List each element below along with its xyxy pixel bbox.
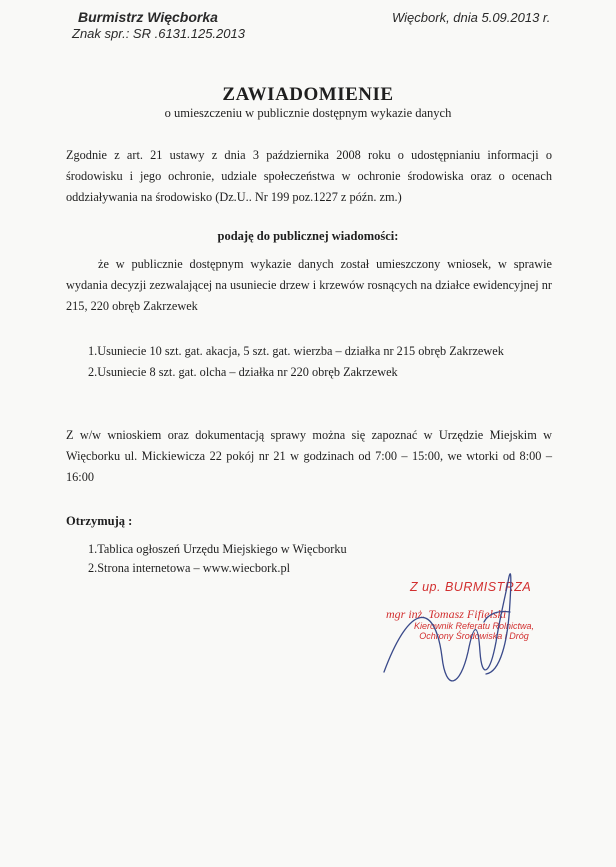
reference-number: Znak spr.: SR .6131.125.2013	[72, 26, 245, 41]
recipients-label: Otrzymują :	[66, 514, 133, 528]
list-item: 2.Strona internetowa – www.wiecbork.pl	[88, 561, 291, 575]
stamp-authority: Z up. BURMISTRZA	[410, 580, 532, 594]
list-item: 1.Usuniecie 10 szt. gat. akacja, 5 szt. gat. wierzba – działka nr 215 obręb Zakrzewek	[88, 344, 504, 358]
removal-list	[88, 341, 548, 383]
list-item: 2.Usuniecie 8 szt. gat. olcha – działka nr 220 obręb Zakrzewek	[88, 365, 398, 379]
announcement-lead: podaję do publicznej wiadomości:	[217, 229, 399, 243]
official-stamp	[380, 562, 570, 712]
application-paragraph: że w publicznie dostępnym wykazie danych został umieszczony wniosek, w sprawie wydania decyzji zezwalającej na usuniecie drzew i krzewów rosnących na działce ewidencyjnej nr 215, 220 obręb Zakrzewek	[66, 257, 552, 313]
stamp-officer-name: mgr inż. Tomasz Fifielski	[386, 607, 507, 621]
place-date: Więcbork, dnia 5.09.2013 r.	[392, 10, 551, 25]
stamp-officer-title: Kierownik Referatu Rolnictwa, Ochrony Środowiska i Dróg	[413, 621, 535, 641]
header-left	[72, 8, 245, 42]
office-info-paragraph: Z w/w wnioskiem oraz dokumentacją sprawy można się zapoznać w Urzędzie Miejskim w Więcborku ul. Mickiewicza 22 pokój nr 21 w godzinach od 7:00 – 15:00, we wtorki od 8:00 – 16:00	[66, 428, 552, 484]
issuer-name: Burmistrz Więcborka	[78, 9, 218, 25]
handwritten-signature	[380, 562, 570, 712]
legal-basis-paragraph: Zgodnie z art. 21 ustawy z dnia 3 października 2008 roku o udostępnianiu informacji o środowisku i jego ochronie, udziale społeczeństwa w ochronie środowiska oraz o ocenach oddziaływania na środowisko (Dz.U.. Nr 199 poz.1227 z późn. zm.)	[66, 148, 552, 204]
document-title: ZAWIADOMIENIE	[222, 84, 394, 105]
document-subtitle: o umieszczeniu w publicznie dostępnym wykazie danych	[164, 106, 452, 120]
list-item: 1.Tablica ogłoszeń Urzędu Miejskiego w Więcborku	[88, 542, 347, 556]
